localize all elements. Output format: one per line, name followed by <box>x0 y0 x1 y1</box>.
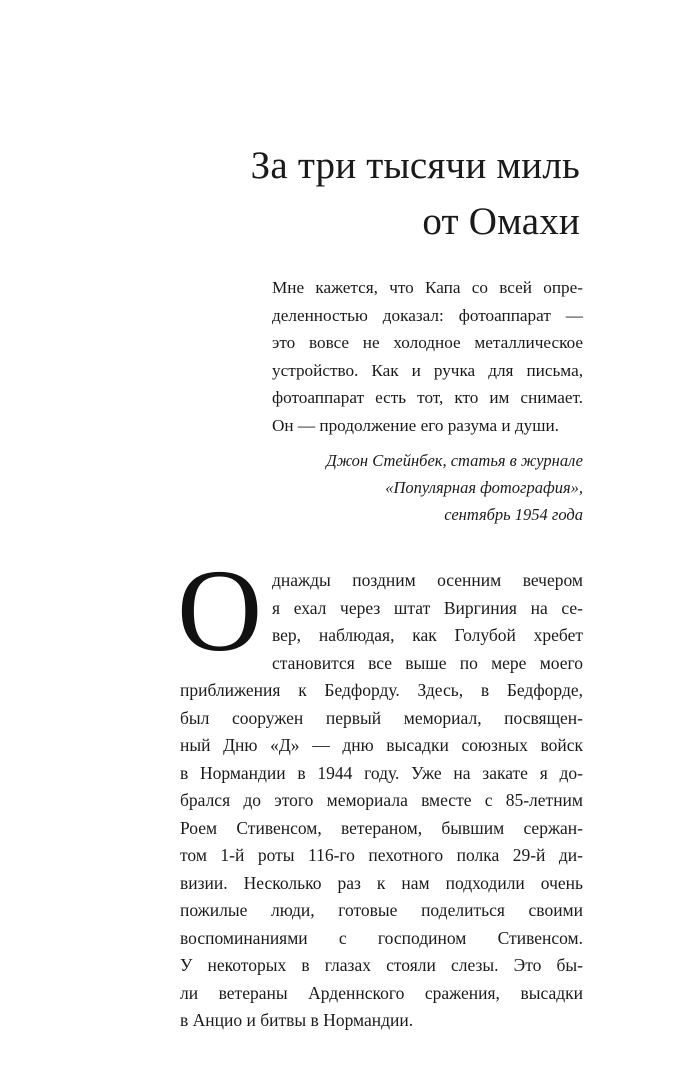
body-line: в Анцио и битвы в Нормандии. <box>180 1010 414 1030</box>
body-line: становится все выше по мере моего <box>272 652 583 673</box>
epigraph-line: Мне кажется, что Капа со всей опре- <box>272 278 583 297</box>
attribution-line: «Популярная фотография», <box>385 478 583 497</box>
body-line: том 1-й роты 116-го пехотного полка 29-й ди- <box>180 845 583 865</box>
body-line: брался до этого мемориала вместе с 85-летним <box>180 790 583 810</box>
body-line: Роем Стивенсом, ветераном, бывшим сержан- <box>180 817 583 838</box>
body-line: днажды поздним осенним вечером <box>272 570 583 590</box>
epigraph-attribution <box>326 447 583 528</box>
body-line: ный Дню «Д» — дню высадки союзных войск <box>180 735 583 755</box>
attribution-line: сентябрь 1954 года <box>444 505 583 524</box>
drop-cap: О <box>177 545 263 676</box>
body-line: вер, наблюдая, как Голубой хребет <box>272 625 583 645</box>
body-line: ли ветераны Арденнского сражения, высадки <box>180 982 583 1003</box>
body-paragraph <box>180 567 583 1035</box>
chapter-title <box>251 138 580 250</box>
body-line: визии. Несколько раз к нам подходили очень <box>180 872 583 893</box>
body-line: У некоторых в глазах стояли слезы. Это бы- <box>180 955 583 975</box>
body-line: пожилые люди, готовые поделиться своими <box>180 900 583 920</box>
epigraph-line: фотоаппарат есть тот, кто им снимает. <box>272 388 583 407</box>
body-line: в Нормандии в 1944 году. Уже на закате я до- <box>180 762 583 783</box>
body-line: я ехал через штат Виргиния на се- <box>272 597 583 618</box>
chapter-title-line: За три тысячи миль <box>250 144 580 187</box>
attribution-line: Джон Стейнбек, статья в журнале <box>326 451 583 470</box>
epigraph-quote <box>272 274 583 439</box>
body-line: был сооружен первый мемориал, посвящен- <box>180 707 583 728</box>
body-line: приближения к Бедфорду. Здесь, в Бедфорде, <box>180 680 583 700</box>
epigraph-line: деленностью доказал: фотоаппарат — <box>272 305 583 325</box>
epigraph-line: устройство. Как и ручка для письма, <box>272 360 583 380</box>
body-line: воспоминаниями с господином Стивенсом. <box>180 927 583 948</box>
epigraph-line: Он — продолжение его разума и души. <box>272 415 559 435</box>
epigraph-line: это вовсе не холодное металлическое <box>272 333 583 352</box>
chapter-title-line: от Омахи <box>422 200 580 243</box>
